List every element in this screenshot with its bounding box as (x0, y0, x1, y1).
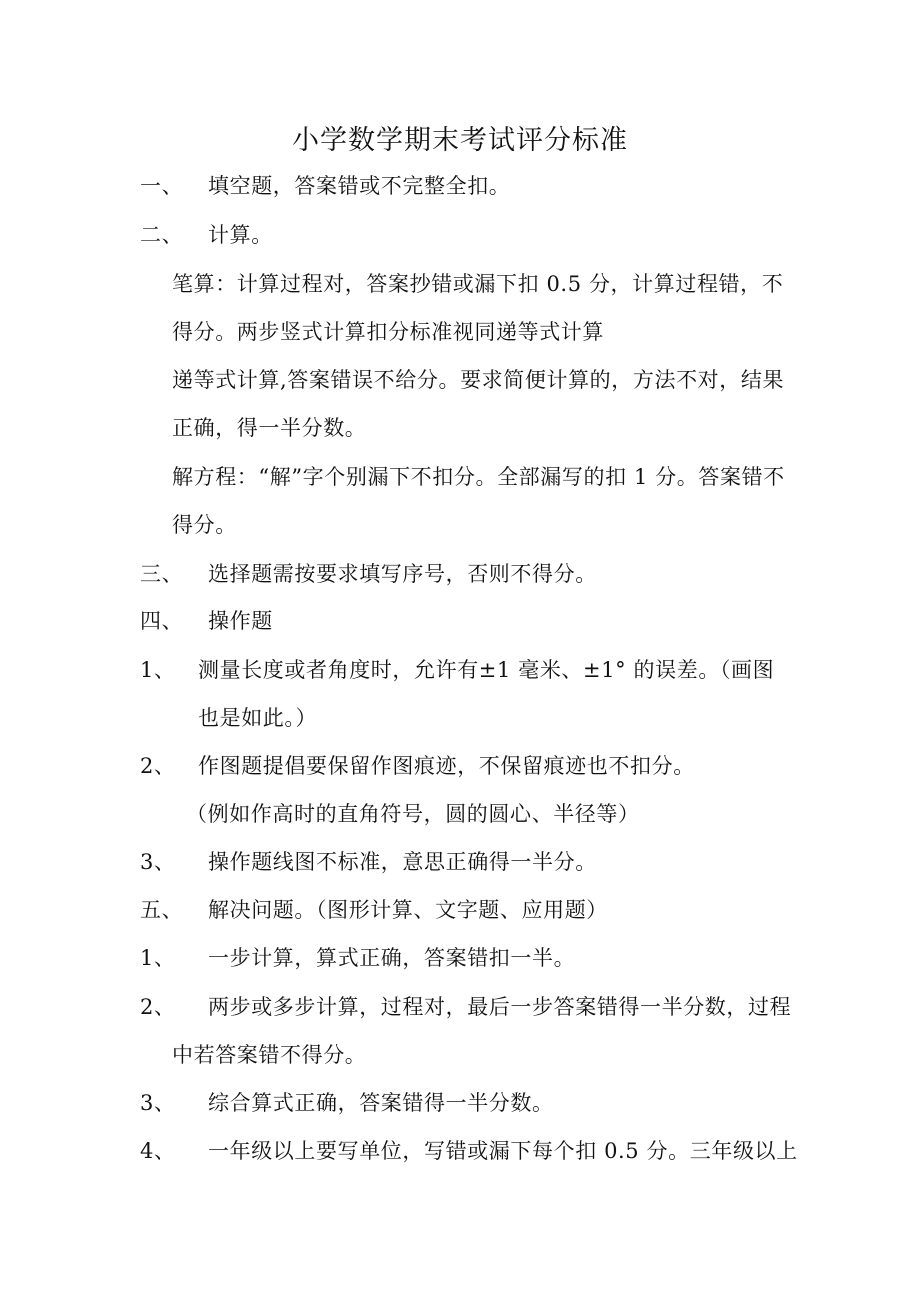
list-item (140, 944, 575, 972)
section-number: 五、 (140, 898, 184, 922)
item-text: 测量长度或者角度时，允许有±1 毫米、±1° 的误差。（画图 (198, 658, 775, 682)
section-number: 二、 (140, 223, 184, 247)
section-1 (140, 172, 510, 200)
section-number: 三、 (140, 562, 184, 586)
section-heading: 操作题 (208, 609, 273, 633)
item-continuation: 中若答案错不得分。 (172, 1043, 367, 1067)
paragraph-line: 解方程：“解”字个别漏下不扣分。全部漏写的扣 1 分。答案错不 (172, 465, 785, 489)
list-item (140, 656, 774, 684)
item-text: 作图题提倡要保留作图痕迹，不保留痕迹也不扣分。 (198, 754, 695, 778)
item-number: 2、 (140, 754, 176, 778)
item-number: 1、 (140, 658, 176, 682)
item-text: 两步或多步计算，过程对，最后一步答案错得一半分数，过程 (208, 995, 792, 1019)
paragraph-line: 笔算：计算过程对，答案抄错或漏下扣 0.5 分，计算过程错，不 (172, 272, 784, 296)
paragraph-line: 递等式计算,答案错误不给分。要求简便计算的，方法不对，结果 (172, 368, 785, 392)
section-3 (140, 560, 597, 588)
section-4 (140, 607, 273, 635)
section-heading: 计算。 (208, 223, 273, 247)
list-item (140, 752, 695, 780)
item-number: 1、 (140, 946, 176, 970)
item-text: 综合算式正确，答案错得一半分数。 (208, 1091, 554, 1115)
item-text: 一步计算，算式正确，答案错扣一半。 (208, 946, 576, 970)
list-item (140, 848, 597, 876)
item-number: 3、 (140, 1091, 176, 1115)
list-item (140, 993, 791, 1021)
item-continuation: 也是如此。） (198, 706, 318, 730)
item-text: 一年级以上要写单位，写错或漏下每个扣 0.5 分。三年级以上 (208, 1139, 798, 1163)
page-title: 小学数学期末考试评分标准 (292, 125, 628, 156)
item-continuation: （例如作高时的直角符号，圆的圆心、半径等） (186, 802, 640, 826)
list-item (140, 1089, 554, 1117)
section-heading: 填空题，答案错或不完整全扣。 (208, 174, 511, 198)
section-heading: 解决问题。（图形计算、文字题、应用题） (208, 898, 608, 922)
section-heading: 选择题需按要求填写序号，否则不得分。 (208, 562, 597, 586)
paragraph-line: 正确，得一半分数。 (172, 416, 367, 440)
section-number: 四、 (140, 609, 184, 633)
paragraph-line: 得分。两步竖式计算扣分标准视同递等式计算 (172, 320, 604, 344)
list-item (140, 1137, 798, 1165)
section-number: 一、 (140, 174, 184, 198)
item-text: 操作题线图不标准，意思正确得一半分。 (208, 850, 597, 874)
item-number: 4、 (140, 1139, 176, 1163)
paragraph-line: 得分。 (172, 513, 237, 537)
item-number: 2、 (140, 995, 176, 1019)
section-2 (140, 221, 273, 249)
section-5 (140, 896, 608, 924)
item-number: 3、 (140, 850, 176, 874)
